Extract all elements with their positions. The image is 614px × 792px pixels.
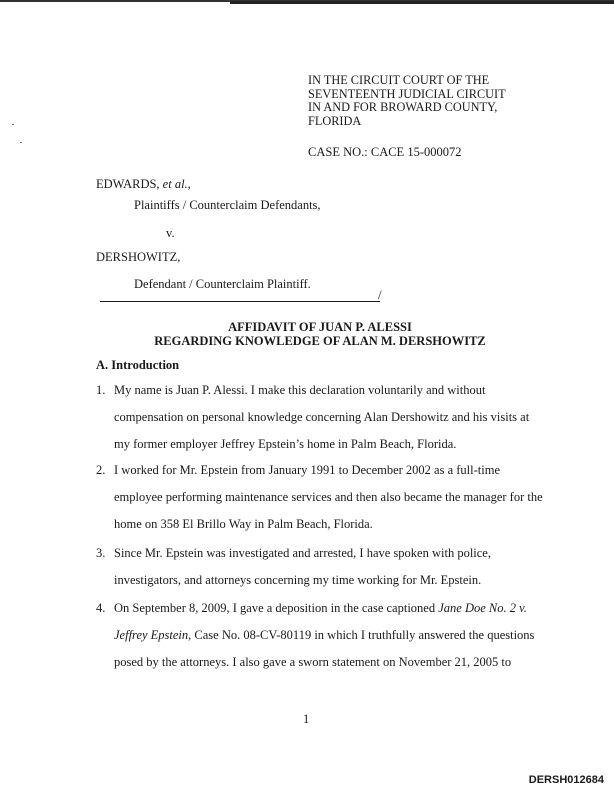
paragraph-line: I worked for Mr. Epstein from January 1991 to December 2002 as a full-time [114, 463, 501, 477]
case-number: CASE NO.: CACE 15-000072 [308, 145, 462, 159]
caption-line: IN AND FOR BROWARD COUNTY, [308, 100, 498, 115]
paragraph-number: 4. [96, 601, 106, 615]
paragraph-line [114, 628, 534, 643]
bates-number: DERSH012684 [528, 774, 604, 786]
paragraph-line: home on 358 El Brillo Way in Palm Beach, Florida. [114, 517, 373, 531]
caption-line: IN THE CIRCUIT COURT OF THE [308, 73, 490, 87]
paragraph-line: Since Mr. Epstein was investigated and arrested, I have spoken with police, [114, 546, 491, 560]
caption-divider-line [100, 301, 380, 302]
page-number: 1 [303, 712, 310, 726]
plaintiff-role: Plaintiffs / Counterclaim Defendants, [134, 198, 321, 212]
document-title [100, 320, 540, 348]
title-line-2: REGARDING KNOWLEDGE OF ALAN M. DERSHOWITZ [154, 334, 486, 348]
scan-speck [20, 142, 22, 143]
versus: v. [166, 226, 175, 240]
paragraph-number: 1. [96, 383, 106, 397]
scan-speck [12, 124, 14, 125]
paragraph-line: my former employer Jeffrey Epstein’s home in Palm Beach, Florida. [114, 437, 457, 451]
paragraph-line: My name is Juan P. Alessi. I make this declaration voluntarily and without [114, 383, 486, 397]
paragraph-text: , Case No. 08-CV-80119 in which I truthfully answered the questions [188, 628, 535, 642]
caption-line: SEVENTEENTH JUDICIAL CIRCUIT [308, 86, 506, 101]
plaintiff-name [96, 177, 191, 192]
plaintiff-comma: , [187, 177, 191, 191]
section-heading: A. Introduction [96, 358, 180, 372]
scan-edge-artifact [0, 0, 614, 8]
defendant-name: DERSHOWITZ, [96, 250, 181, 264]
et-al: et al. [162, 177, 188, 191]
paragraph-line: investigators, and attorneys concerning my time working for Mr. Epstein. [114, 573, 482, 587]
case-caption-italic: Jeffrey Epstein [114, 628, 189, 642]
paragraph-line: employee performing maintenance services and then also became the manager for the [114, 490, 543, 504]
court-caption [308, 74, 506, 128]
paragraph-line [114, 601, 527, 616]
paragraph-text: On September 8, 2009, I gave a deposition in the case captioned [114, 601, 439, 615]
paragraph-line: posed by the attorneys. I also gave a sworn statement on November 21, 2005 to [114, 655, 512, 669]
paragraph-number: 3. [96, 546, 106, 560]
case-caption-italic: Jane Doe No. 2 v. [438, 601, 527, 615]
caption-divider-slash: / [378, 287, 382, 302]
defendant-role: Defendant / Counterclaim Plaintiff. [134, 277, 311, 291]
paragraph-number: 2. [96, 463, 106, 477]
paragraph-line: compensation on personal knowledge concerning Alan Dershowitz and his visits at [114, 410, 530, 424]
caption-line: FLORIDA [308, 113, 362, 128]
title-line-1: AFFIDAVIT OF JUAN P. ALESSI [228, 320, 412, 334]
plaintiff-surname: EDWARDS, [96, 177, 163, 191]
